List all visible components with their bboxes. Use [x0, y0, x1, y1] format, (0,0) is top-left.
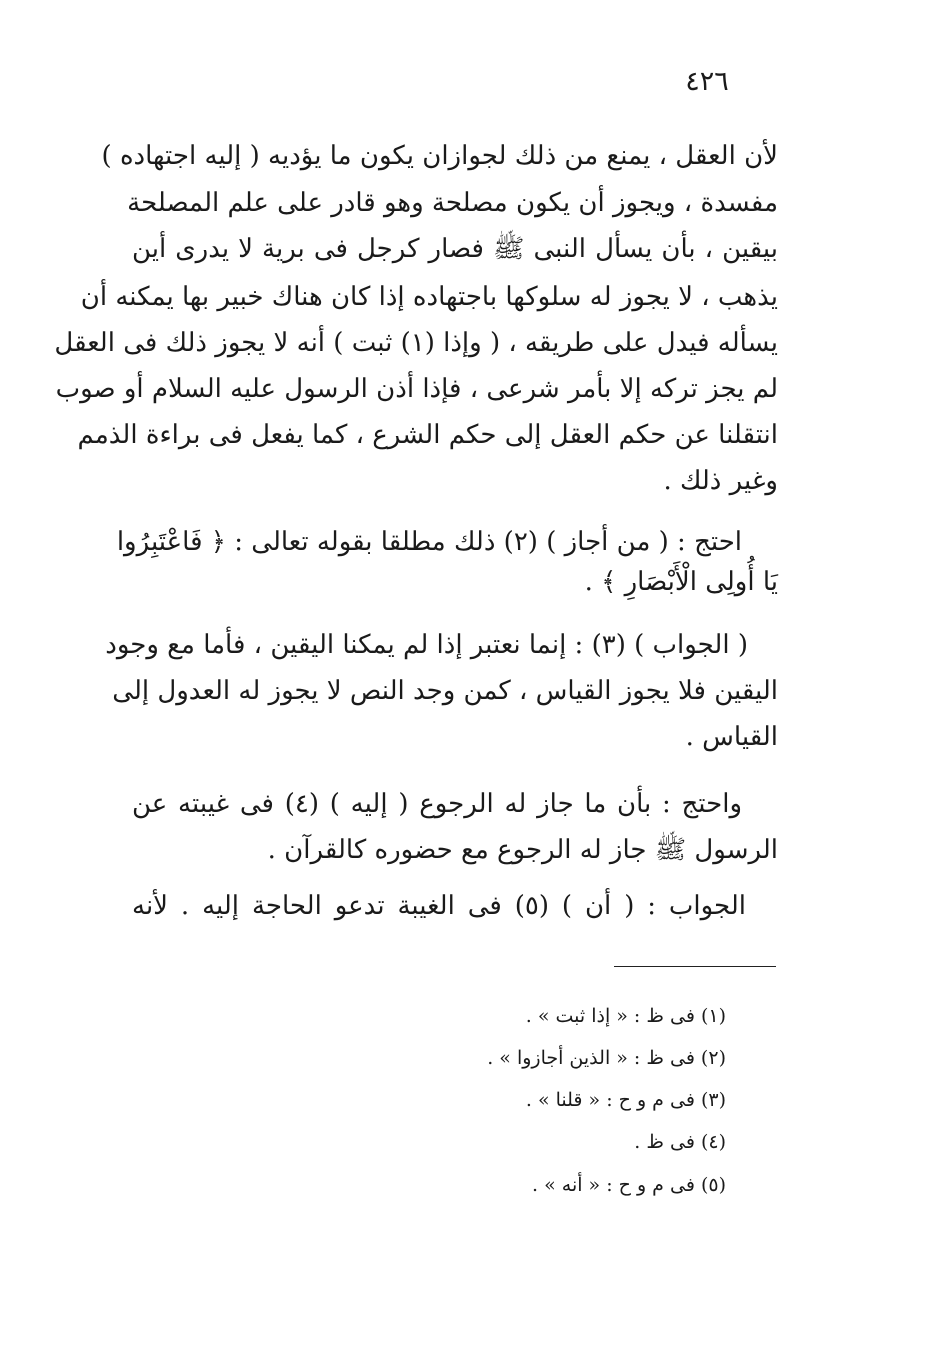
page-number: ٤٢٦: [685, 66, 729, 97]
footnote: (١) فى ظ : « إذا ثبت » .: [525, 1005, 726, 1027]
body-line: يسأله فيدل على طريقه ، ( وإذا (١) ثبت ) أنه لا يجوز ذلك فى العقل: [54, 328, 778, 358]
footnote: (٤) فى ظ .: [634, 1131, 726, 1153]
body-line: يذهب ، لا يجوز له سلوكها باجتهاده إذا كان هناك خبير بها يمكنه أن: [80, 282, 778, 312]
body-line: لم يجز تركه إلا بأمر شرعى ، فإذا أذن الرسول عليه السلام أو صوب: [55, 374, 778, 404]
body-line: واحتج : بأن ما جاز له الرجوع ( إليه ) (٤) فى غيبته عن: [132, 789, 742, 819]
body-line: الجواب : ( أن ) (٥) فى الغيبة تدعو الحاجة إليه . لأنه: [132, 891, 746, 921]
footnote: (٥) فى م و ح : « أنه » .: [532, 1174, 726, 1196]
body-line: لأن العقل ، يمنع من ذلك لجوازان يكون ما يؤديه ( إليه اجتهاده ): [101, 141, 778, 171]
body-line: القياس .: [685, 722, 778, 752]
footnote: (٣) فى م و ح : « قلنا » .: [525, 1089, 726, 1111]
body-line: الرسول ﷺ جاز له الرجوع مع حضوره كالقرآن .: [267, 835, 778, 865]
body-line: وغير ذلك .: [663, 466, 778, 496]
body-line: انتقلنا عن حكم العقل إلى حكم الشرع ، كما يفعل فى براءة الذمم: [77, 420, 778, 450]
body-line: احتج : ( من أجاز ) (٢) ذلك مطلقا بقوله تعالى : ﴿ فَاعْتَبِرُوا: [116, 527, 742, 557]
footnote-separator: [614, 966, 776, 967]
body-line: مفسدة ، ويجوز أن يكون مصلحة وهو قادر على علم المصلحة: [127, 188, 778, 218]
body-line: اليقين فلا يجوز القياس ، كمن وجد النص لا يجوز له العدول إلى: [112, 676, 778, 706]
body-line: ( الجواب ) (٣) : إنما نعتبر إذا لم يمكنا اليقين ، فأما مع وجود: [105, 630, 748, 660]
footnote: (٢) فى ظ : « الذين أجازوا » .: [487, 1047, 726, 1069]
body-line: يَا أُولِى الْأَبْصَارِ ﴾ .: [584, 567, 778, 597]
body-line: بيقين ، بأن يسأل النبى ﷺ فصار كرجل فى برية لا يدرى أين: [132, 234, 778, 264]
